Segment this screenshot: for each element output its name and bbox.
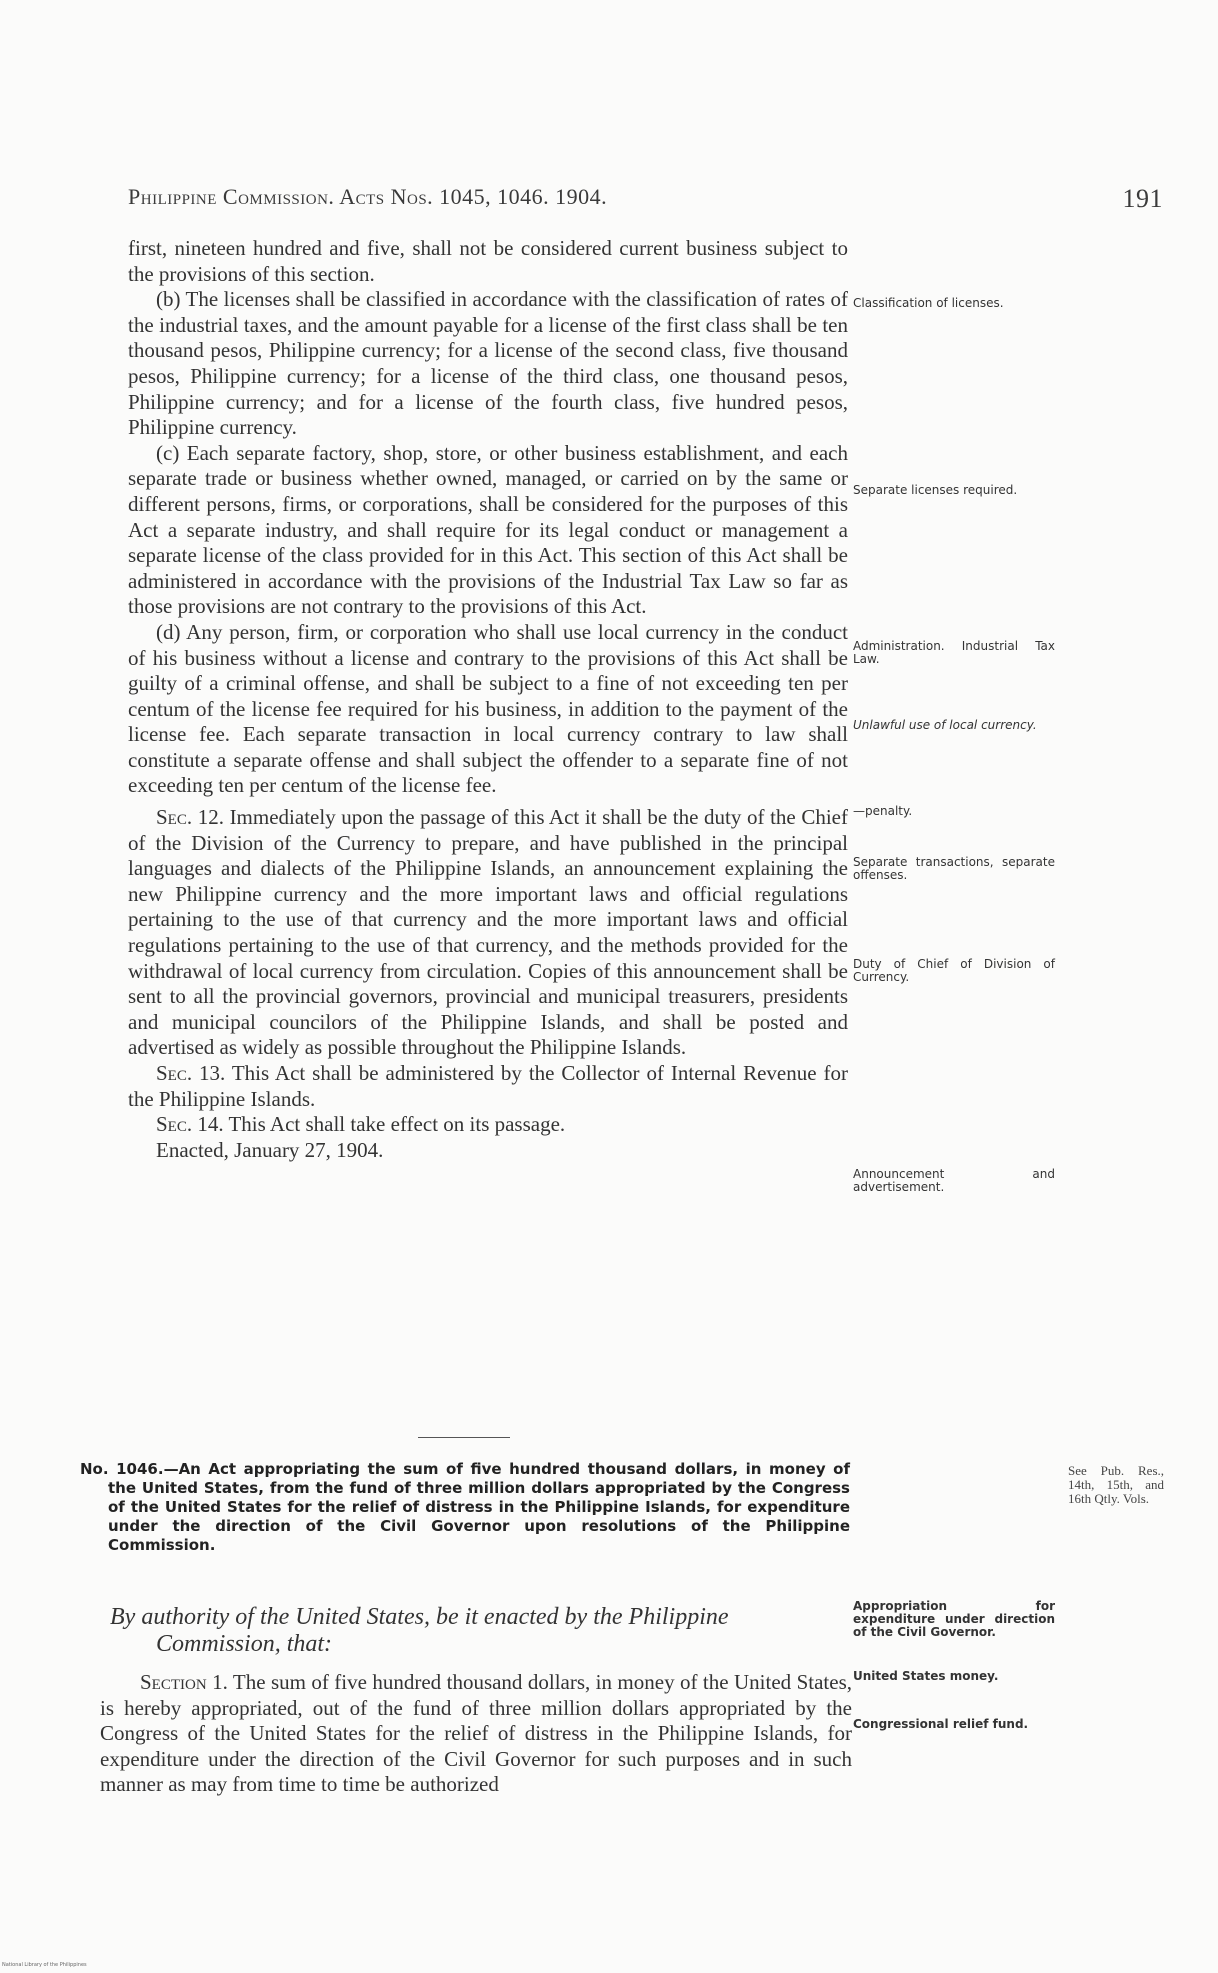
paragraph-c: (c) Each separate factory, shop, store, or other business establishment, and each separate trade or business whether owned, managed, or carried on by the same or different persons, firms, or corporations, shall be considered for the purposes of this Act a separate industry, and shall require for its legal conduct or management a separate license of the class provided for in this Act. This section of this Act shall be administered in accordance with the provisions of the Industrial Tax Law so far as those provisions are not contrary to the provisions of this Act. [128, 440, 848, 619]
section-14-text: This Act shall take effect on its passage. [228, 1112, 566, 1137]
section-divider [418, 1437, 510, 1438]
section-1-text: The sum of five hundred thousand dollars, in money of the United States, is hereby appropriated, out of the fund of three million dollars appropriated by the Congress of the United States for the relief of distress in the Philippine Islands, for expenditure under the direction of the Civil Governor for such purposes and in such manner as may from time to time be authorized [100, 1670, 852, 1796]
margin-note-relief-fund: Congressional relief fund. [853, 1717, 1029, 1731]
enacted-date: Enacted, January 27, 1904. [156, 1137, 384, 1162]
section-1-label: Section 1. [140, 1670, 228, 1694]
section-14-label: Sec. 14. [156, 1112, 224, 1137]
section-12 [128, 805, 848, 1061]
margin-note-unlawful-use: Unlawful use of local currency. [853, 718, 1037, 732]
section-13-text: This Act shall be administered by the Collector of Internal Revenue for the Philippine Islands. [128, 1061, 848, 1111]
section-12-label: Sec. 12. [156, 805, 224, 830]
section-13 [128, 1061, 848, 1112]
section-14 [128, 1112, 848, 1138]
margin-note-announcement: Announcement and advertisement. [853, 1167, 1055, 1194]
act-1046-title-text: No. 1046.—An Act appropriating the sum of five hundred thousand dollars, in money of the United States, from the fund of three million dollars appropriated by the Congress of the United States for the relief of distress in the Philippine Islands, for expenditure under the direction of the Civil Governor upon resolutions of the Philippine Commission. [80, 1460, 850, 1554]
margin-note-separate-offenses: Separate transactions, separate offenses. [853, 855, 1055, 882]
section-1 [100, 1670, 852, 1798]
paragraph-b: (b) The licenses shall be classified in accordance with the classification of rates of the industrial taxes, and the amount payable for a license of the first class shall be ten thousand pesos, Philippine currency; for a license of the second class, five thousand pesos, Philippine currency; for a license of the third class, one thousand pesos, Philippine currency; and for a license of the fourth class, five hundred pesos, Philippine currency. [128, 287, 848, 440]
margin-note-us-money: United States money. [853, 1669, 999, 1683]
margin-note-administration: Administration. Industrial Tax Law. [853, 639, 1055, 666]
margin-note-penalty: —penalty. [853, 804, 913, 818]
running-head-title: Philippine Commission. Acts Nos. 1045, 1046. 1904. [128, 184, 608, 209]
section-1-paragraph [100, 1670, 852, 1798]
act-1046-title [80, 1460, 850, 1555]
running-head [128, 184, 1163, 218]
page-number: 191 [1122, 184, 1163, 213]
section-13-label: Sec. 13. [156, 1061, 226, 1085]
margin-note-classification: Classification of licenses. [853, 296, 1004, 310]
enacting-clause-line2: Commission, that: [156, 1631, 333, 1657]
scan-credit: National Library of the Philippines [2, 1962, 87, 1968]
enacting-clause [110, 1604, 850, 1658]
margin-note-separate-licenses: Separate licenses required. [853, 483, 1018, 497]
margin-note-duty-of-chief: Duty of Chief of Division of Currency. [853, 957, 1055, 984]
body-text [128, 236, 848, 1163]
enacting-clause-line1: By authority of the United States, be it enacted by the Philippine [110, 1604, 729, 1630]
paragraph-d: (d) Any person, firm, or corporation who shall use local currency in the conduct of his business without a license and contrary to the provisions of this Act shall be guilty of a criminal offense, and shall be subject to a fine of not exceeding ten per centum of the license fee required for his business, in addition to the payment of the license fee. Each separate transaction in local currency contrary to law shall constitute a separate offense and shall subject the offender to a separate fine of not exceeding ten per centum of the license fee. [128, 619, 848, 798]
margin-note-appropriation: Appropriation for expenditure under direction of the Civil Governor. [853, 1599, 1055, 1639]
paragraph-continuation: first, nineteen hundred and five, shall not be considered current business subject to the provisions of this section. [128, 236, 848, 286]
side-reference: See Pub. Res., 14th, 15th, and 16th Qtly. Vols. [1068, 1463, 1164, 1506]
section-12-text: Immediately upon the passage of this Act it shall be the duty of the Chief of the Division of the Currency to prepare, and have published in the principal languages and dialects of the Philippine Islands, an announcement explaining the new Philippine currency and the more important laws and official regulations pertaining to the use of that currency and the more important laws and official regulations pertaining to the use of that currency, and the methods provided for the withdrawal of local currency from circulation. Copies of this announcement shall be sent to all the provincial governors, provincial and municipal treasurers, presidents and municipal councilors of the Philippine Islands, and shall be posted and advertised as widely as possible throughout the Philippine Islands. [128, 805, 848, 1060]
